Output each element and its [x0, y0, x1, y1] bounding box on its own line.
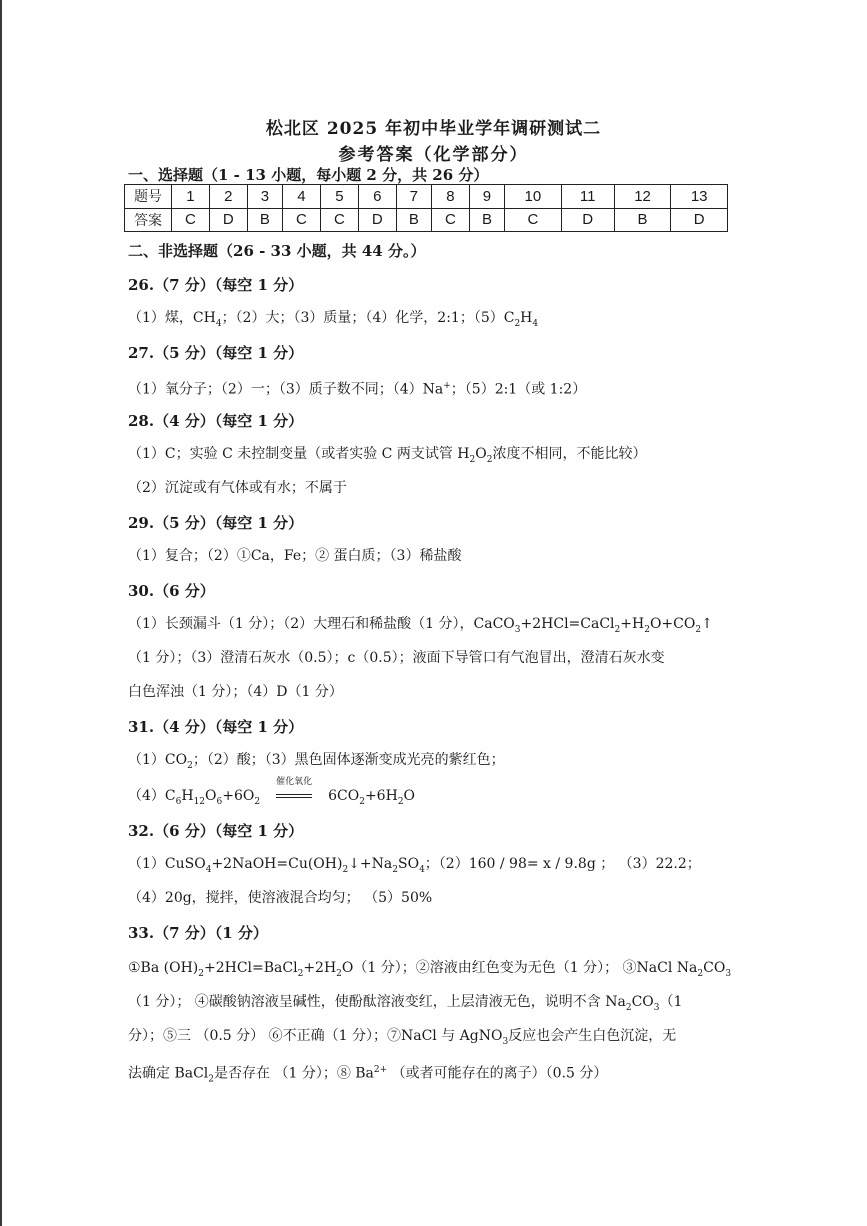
table-cell-answer: B — [247, 208, 282, 232]
question-30-header: 30.（6 分） — [128, 582, 215, 600]
question-32-answer-line-2: （4）20g，搅拌，使溶液混合均匀； （5）50% — [128, 890, 433, 906]
question-30-answer-line-1: （1）长颈漏斗（1 分）；（2）大理石和稀盐酸（1 分），$CaCO_3+2HCl=CaCl_2+H_2O+CO_2↑$ — [128, 616, 713, 635]
question-31-answer-line-1: $(1)CO_2$；（2）酸；（3）黑色固体逐渐变成光亮的紫红色； — [128, 752, 505, 771]
table-row-label-answer: 答案 — [125, 208, 172, 232]
table-cell-answer: C — [172, 208, 210, 232]
table-row-label-number: 题号 — [125, 185, 172, 209]
document-title: 松北区 2025 年初中毕业学年调研测试二 — [265, 119, 602, 139]
table-cell-number: 3 — [247, 185, 282, 209]
table-cell-answer: B — [396, 208, 431, 232]
table-cell-number: 5 — [320, 185, 358, 209]
question-33-header: 33.（7 分）（1 分） — [128, 924, 268, 942]
table-cell-number: 13 — [671, 185, 728, 209]
answer-table-answer-row — [125, 208, 728, 232]
answer-table-number-row — [125, 185, 728, 209]
table-cell-answer: D — [561, 208, 614, 232]
table-cell-answer: B — [614, 208, 671, 232]
question-29-answer-line: （1）复合；（2）①Ca，Fe；② 蛋白质；（3）稀盐酸 — [128, 548, 462, 564]
reaction-condition-label: 催化氧化 — [276, 777, 313, 787]
table-cell-number: 2 — [209, 185, 247, 209]
question-30-answer-line-2: （1 分）；（3）澄清石灰水（0.5）；c（0.5）；液面下导管口有气泡冒出，澄清石灰水变 — [128, 650, 665, 666]
question-31-answer-line-2: $(4)C_6H_{12}O_6+6O_2$ 催化氧化 $6CO_2+6H_2O$ — [128, 786, 415, 812]
question-33-answer-line-2: （1 分）； ④碳酸钠溶液呈碱性，使酚酞溶液变红，上层清液无色，说明不含 $Na_2CO_3(1$ — [128, 994, 683, 1013]
reaction-condition-arrow — [274, 777, 314, 806]
table-cell-number: 9 — [469, 185, 504, 209]
section2-heading: 二、非选择题（26 - 33 小题，共 44 分。） — [128, 242, 426, 260]
question-33-answer-line-3: 分）；⑤三 （0.5 分） ⑥不正确（1 分）；⑦NaCl 与 AgNO$_3$反应也会产生白色沉淀，无 — [128, 1028, 677, 1047]
table-cell-number: 11 — [561, 185, 614, 209]
question-28-answer-line-1: （1）C；实验 C 未控制变量（或者实验 C 两支试管 $H_2O_2$浓度不相同，不能比较） — [128, 446, 647, 465]
question-26-answer-line: （1）煤，$CH_4$；（2）大；（3）质量；（4）化学，2:1；$(5)C_2H_4$ — [128, 310, 539, 329]
question-33-answer-line-1: ①Ba $(OH)_2+2HCl=BaCl_2+2H_2O(1$ 分）；②溶液由红色变为无色（1 分）； ③NaCl $Na_2CO_3$ — [128, 960, 732, 979]
question-33-answer-line-4: 法确定 BaCl$_2$是否存在 （1 分）；⑧ $Ba^{2+}$ （或者可能存在的离子）（0.5 分） — [128, 1065, 608, 1085]
table-cell-answer: D — [358, 208, 396, 232]
table-cell-number: 12 — [614, 185, 671, 209]
table-cell-answer: D — [209, 208, 247, 232]
table-cell-answer: C — [431, 208, 469, 232]
question-26-header: 26.（7 分）（每空 1 分） — [128, 276, 304, 294]
table-cell-number: 4 — [283, 185, 321, 209]
table-cell-number: 8 — [431, 185, 469, 209]
table-cell-number: 6 — [358, 185, 396, 209]
table-cell-answer: D — [671, 208, 728, 232]
question-27-header: 27.（5 分）（每空 1 分） — [128, 344, 304, 362]
table-cell-answer: C — [505, 208, 562, 232]
table-cell-number: 10 — [505, 185, 562, 209]
table-cell-answer: B — [469, 208, 504, 232]
table-cell-number: 7 — [396, 185, 431, 209]
table-cell-number: 1 — [172, 185, 210, 209]
table-cell-answer: C — [320, 208, 358, 232]
answer-table — [124, 184, 728, 232]
question-30-answer-line-3: 白色浑浊（1 分）；（4）D（1 分） — [128, 684, 343, 700]
question-31-header: 31.（4 分）（每空 1 分） — [128, 718, 304, 736]
question-29-header: 29.（5 分）（每空 1 分） — [128, 514, 304, 532]
table-cell-answer: C — [283, 208, 321, 232]
document-subtitle: 参考答案（化学部分） — [338, 145, 529, 165]
question-28-answer-line-2: （2）沉淀或有气体或有水；不属于 — [128, 480, 347, 496]
question-27-answer-line: （1）氧分子；（2）一；（3）质子数不同；（4）Na+；（5）2:1（或 1:2） — [128, 381, 587, 398]
question-28-header: 28.（4 分）（每空 1 分） — [128, 412, 304, 430]
question-32-header: 32.（6 分）（每空 1 分） — [128, 822, 304, 840]
section1-heading: 一、选择题（1 - 13 小题，每小题 2 分，共 26 分） — [128, 166, 489, 184]
question-32-answer-line-1: $(1)CuSO_4+2NaOH=Cu(OH)_2↓+Na_2SO_4$；（2）160 / 98= x / 9.8g ； （3）22.2； — [128, 856, 701, 875]
